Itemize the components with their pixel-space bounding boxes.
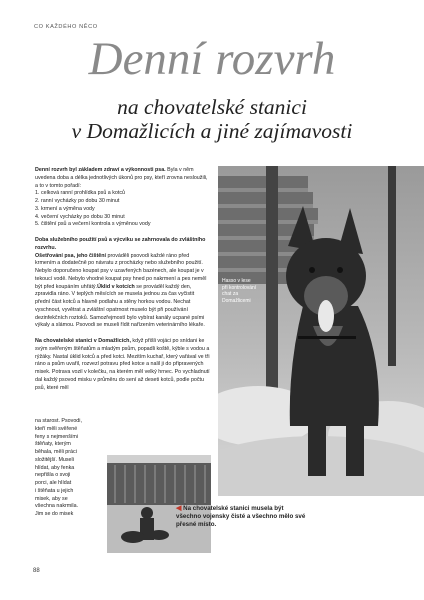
narrow-line: Jim se do misek (35, 511, 74, 517)
station-bold: Na chovatelské stanici v Domažlicích, (35, 338, 131, 344)
narrow-line: hlídat, aby fenka (35, 464, 75, 471)
intro-text: Byla v něm uvedena doba a délka jednotlivých úkonů pro psy, kteří zrovna nesloužili, a to v tomto pořadí: (35, 167, 208, 189)
subtitle-line-2: v Domažlicích a jiné zajímavosti (71, 118, 353, 143)
care-text: prováděli psovodi každé ráno před krmením a dodatečně po návratu z procházky nebo služebního použití. Nebylo doporučeno koupat psy v uzavřených bazénech, ale koupat je v tekoucí vodě. Nebylo vhodné koupat psy hned po nakrmení a pes neměl být před koupáním uhřátý. (35, 252, 207, 290)
bottom-caption (176, 505, 306, 530)
page-title: Denní rozvrh (88, 33, 336, 85)
kennel-photo (107, 455, 211, 553)
bottom-caption-text: Na chovatelské stanici musela být všechno vojensky čisté a všechno mělo své přesné místo. (176, 505, 306, 529)
page-number: 88 (33, 568, 40, 574)
caption-line: Domažlicemi (222, 297, 251, 304)
narrow-line: na starost. Psovodi, (35, 418, 82, 424)
caption-line: při kontrolování (222, 284, 257, 291)
kennel-photo-art (107, 455, 211, 553)
article-column-narrow (35, 418, 105, 519)
article-column-top (35, 167, 210, 392)
photo-caption (222, 278, 270, 304)
triangle-icon: ◀ (176, 505, 182, 512)
dog-photo-art (218, 166, 424, 496)
cleaning-bold: Úklid v kotcích (97, 283, 135, 290)
narrow-line: misek, aby se (35, 495, 68, 502)
narrow-line: kteří měli svěřené (35, 425, 78, 432)
narrow-line: porci, ale hlídat (35, 480, 72, 486)
narrow-line: všechna nakrmila. (35, 503, 79, 510)
narrow-line: složitější. Museli (35, 456, 74, 463)
narrow-line: nepřišla o svoji (35, 472, 71, 479)
schedule-item: 1. celková ranní prohlídka psů a kotců (35, 190, 126, 197)
narrow-line: běhala, měli práci (35, 449, 77, 455)
care-bold: Ošetřování psa, jeho čištění (35, 252, 106, 259)
section-label: CO KAŽDÉHO NĚCO (34, 24, 98, 30)
narrow-line: i štěňata u jejich (35, 487, 74, 494)
caption-line: chat za (222, 291, 239, 297)
dog-photo (218, 166, 424, 496)
station-paragraph (35, 338, 210, 392)
care-paragraph (35, 253, 210, 331)
intro-paragraph (35, 167, 210, 190)
narrow-line: feny s nejmenšími (35, 433, 79, 440)
schedule-item: 4. večerní vycházky po dobu 30 minut (35, 213, 125, 220)
schedule-item: 2. ranní vycházky po dobu 30 minut (35, 198, 120, 204)
caption-line: Hasso v lese (222, 278, 251, 284)
subtitle-line-1: na chovatelské stanici (117, 95, 307, 119)
schedule-item: 5. čištění psů a večerní kontrola s výměnou vody (35, 221, 151, 228)
service-paragraph (35, 237, 210, 253)
subtitle (0, 96, 424, 143)
cleaning-text: se prováděl každý den, zpravidla ráno. V teplých měsících se musela jednou za čas vyčistit přední část kotců a hlavně podlahu a stěny horkou vodou. Nechat vyschnout, vyvětrat a zvláštní opatrnost muselo být při používání dezinfekčních roztoků. Samozřejmostí bylo vybírat kanály ucpané psími výkaly a slámou. Psovodi se museli řídit nařízením veterinárního lékaře. (35, 283, 205, 329)
station-text: když přišli vojáci po snídani ke svým svěřeným štěňatům a mladým psům, popadli koště, kýble s vodou a rýžáky. Nastal úklid kotců a před kotci. Mezitím kuchař, který vařával ve tři ráno a psům uvařil, rozvezl potravu před kotce a nalil ji do připravených misek. Potrava vozil v kolečku, na kterém měl velký hrnec. Po vychladnutí dal každý psovod misku v průměru do sení až deseti kotců, podle počtu psů, které měl (35, 338, 210, 391)
service-bold: Doba služebního použití psů a výcviku se zahrnovala do zvláštního rozvrhu. (35, 237, 206, 251)
schedule-item: 3. krmení a výměna vody (35, 205, 95, 212)
schedule-list (35, 190, 210, 229)
narrow-line: štěňaty, kterým (35, 441, 71, 448)
intro-bold: Denní rozvrh byl základem zdraví a výkonnosti psa. (35, 167, 166, 173)
